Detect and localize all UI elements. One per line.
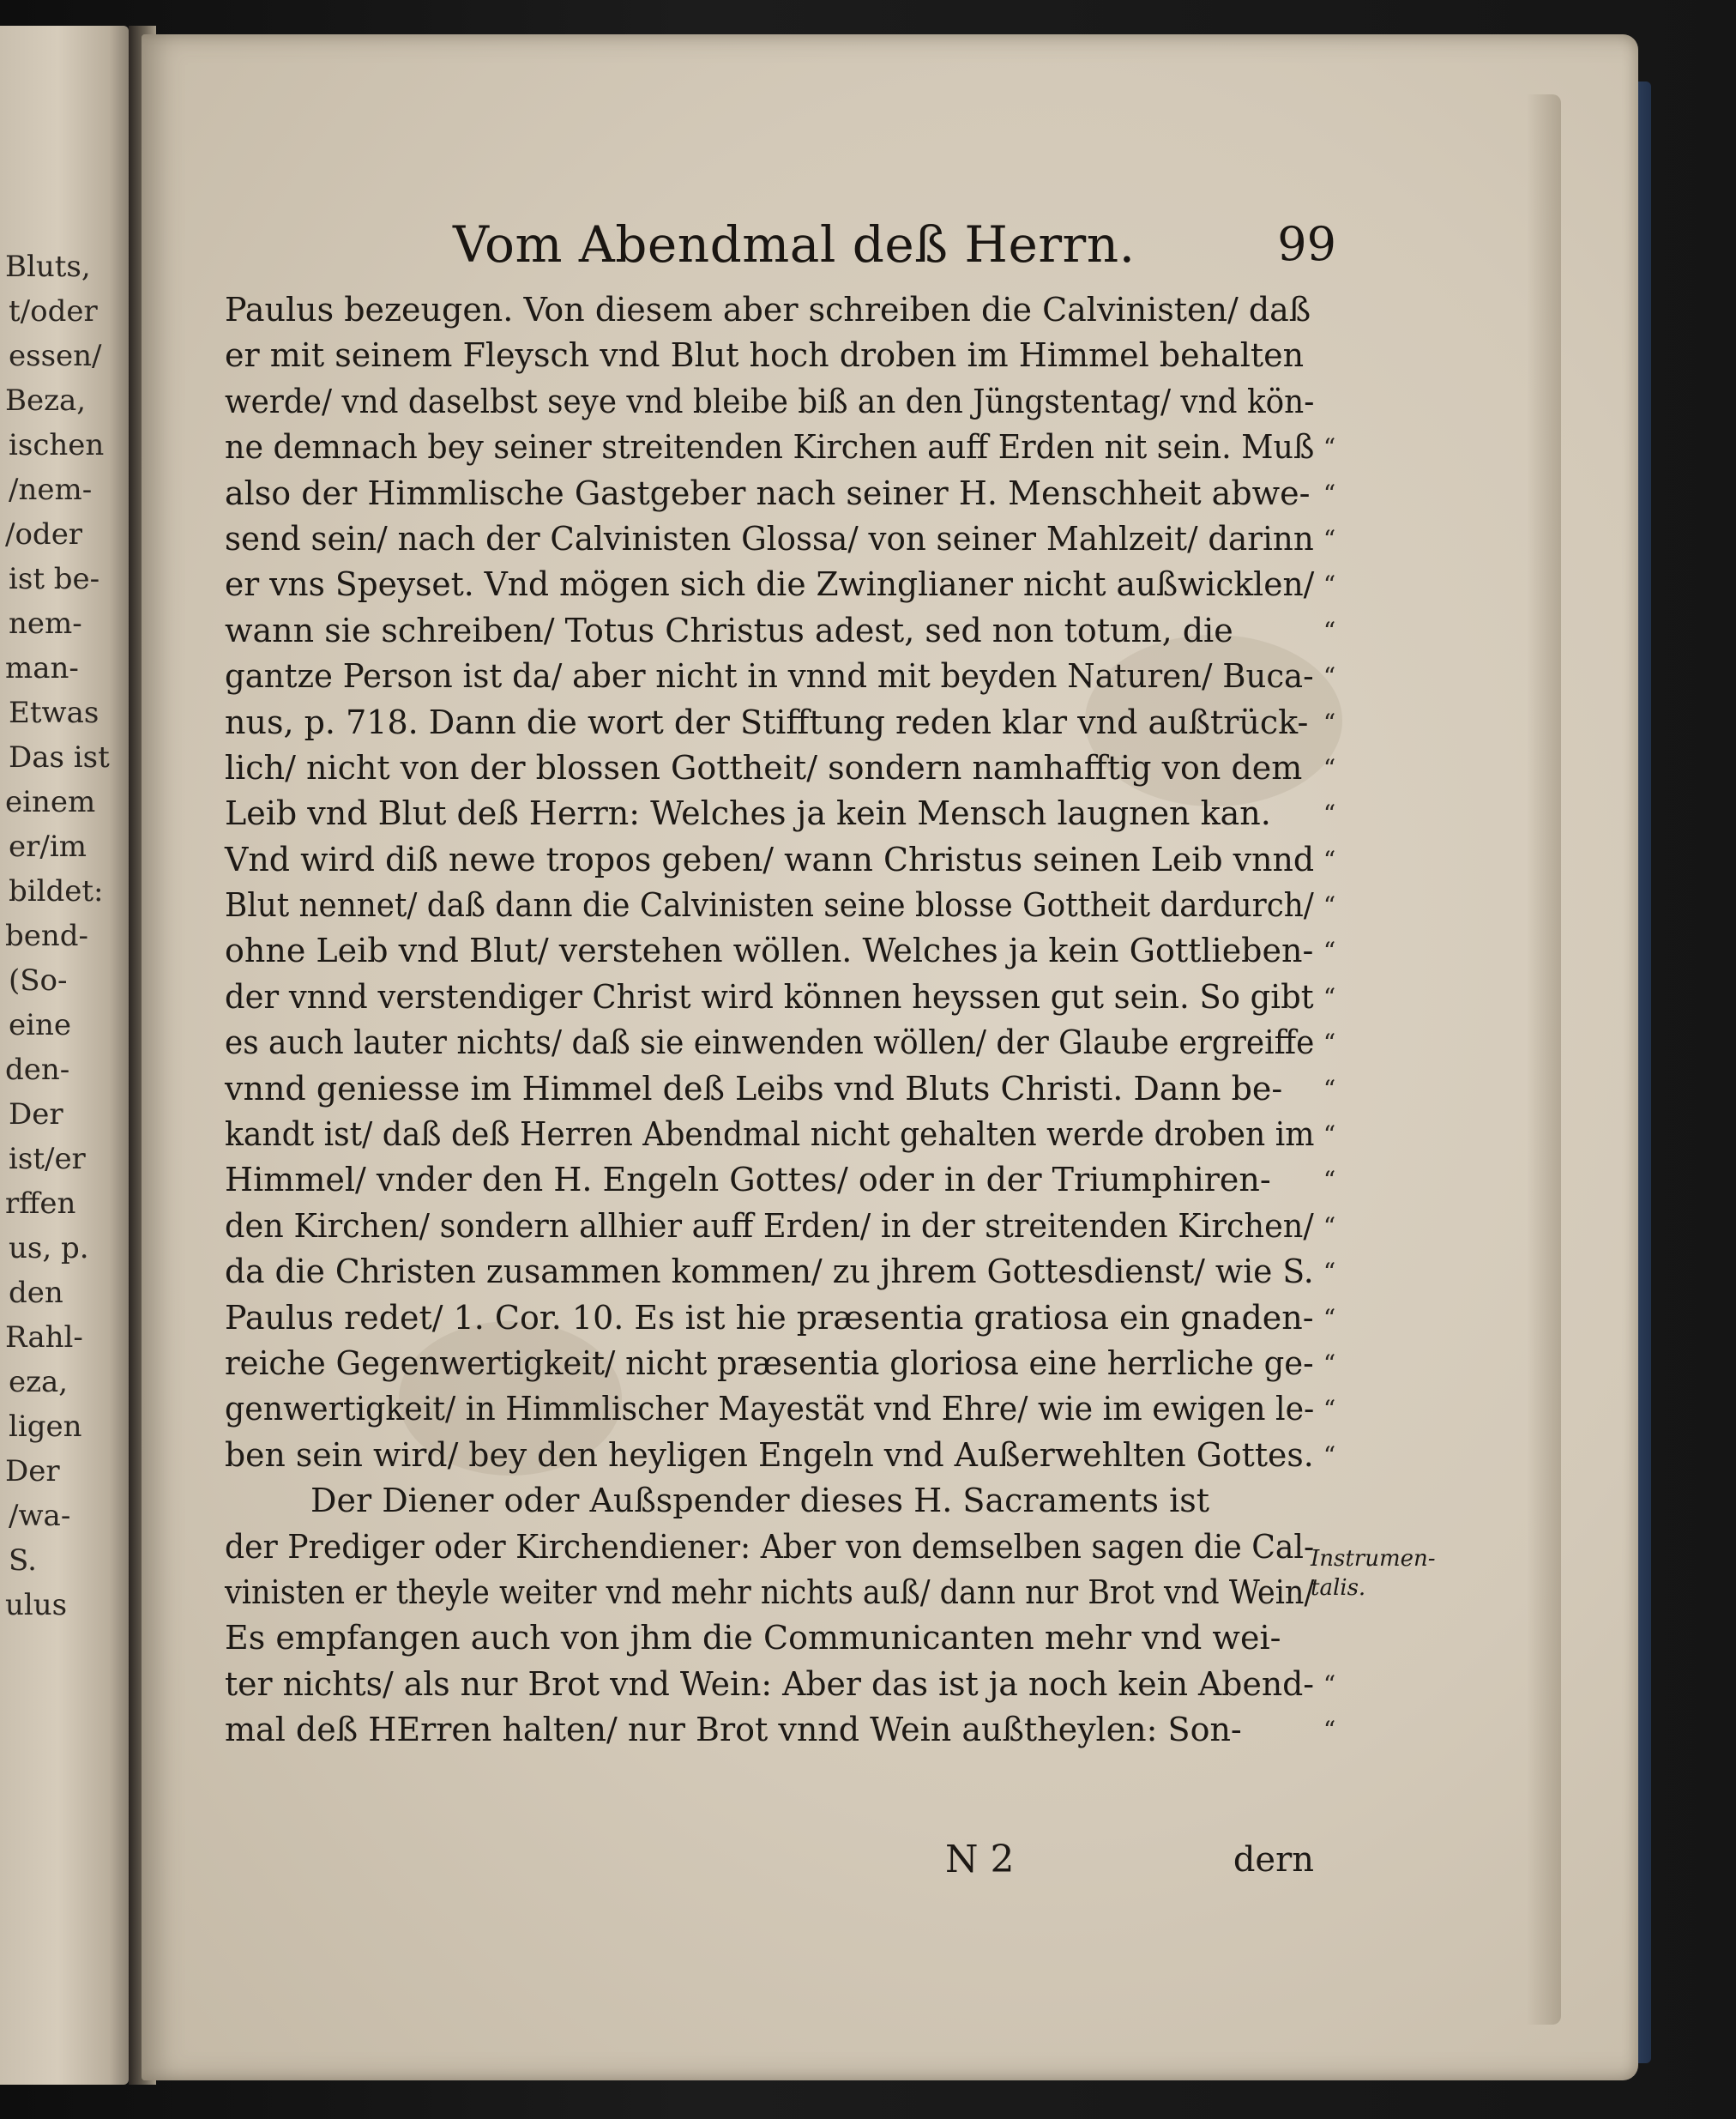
text-line: Himmel/ vnder den H. Engeln Gottes/ oder in der Triumphiren- xyxy=(225,1161,1271,1199)
quote-mark: “ xyxy=(1323,1074,1336,1103)
left-page-fragment: einem xyxy=(5,785,96,819)
text-line: er mit seinem Fleysch vnd Blut hoch droben im Himmel behalten xyxy=(225,336,1305,375)
left-page-fragment: bend- xyxy=(5,919,89,953)
left-page-fragment: ist/er xyxy=(9,1142,86,1176)
quote-mark: “ xyxy=(1323,479,1336,508)
text-line: Leib vnd Blut deß Herrn: Welches ja kein Mensch laugnen kan. xyxy=(225,794,1271,833)
text-line: der vnnd verstendiger Christ wird können heyssen gut sein. So gibt xyxy=(225,977,1314,1016)
text-line: den Kirchen/ sondern allhier auff Erden/ in der streitenden Kirchen/ xyxy=(225,1206,1314,1245)
left-page-fragment: den- xyxy=(5,1053,70,1087)
left-page-fragment: Das ist xyxy=(9,740,110,775)
left-page-fragment: essen/ xyxy=(9,339,102,373)
left-page-fragment: er/im xyxy=(9,830,87,864)
left-page-fragment: bildet: xyxy=(9,874,104,909)
text-line: lich/ nicht von der blossen Gottheit/ sondern namhafftig von dem xyxy=(225,748,1303,787)
quote-mark: “ xyxy=(1323,433,1336,462)
quote-mark xyxy=(1312,1478,1347,1524)
quote-mark: “ xyxy=(1323,1349,1336,1378)
left-page-fragment: ligen xyxy=(9,1410,82,1444)
page-number: 99 xyxy=(1277,217,1336,271)
quote-mark xyxy=(1312,287,1347,333)
left-page-fragment: ulus xyxy=(5,1588,68,1622)
quote-mark: “ xyxy=(1323,1303,1336,1332)
page-edge-shade xyxy=(1527,94,1561,2025)
text-line: vnnd geniesse im Himmel deß Leibs vnd Bluts Christi. Dann be- xyxy=(225,1069,1283,1108)
text-line: kandt ist/ daß deß Herren Abendmal nicht gehalten werde droben im xyxy=(225,1115,1315,1154)
quote-mark: “ xyxy=(1323,1716,1336,1745)
text-line: ohne Leib vnd Blut/ verstehen wöllen. Welches ja kein Gottlieben- xyxy=(225,932,1314,970)
text-line: genwertigkeit/ in Himmlischer Mayestät vnd Ehre/ wie im ewigen le- xyxy=(225,1390,1315,1428)
text-line: send sein/ nach der Calvinisten Glossa/ von seiner Mahlzeit/ darinn xyxy=(225,519,1314,558)
text-line: Paulus redet/ 1. Cor. 10. Es ist hie præsentia gratiosa ein gnaden- xyxy=(225,1298,1314,1337)
text-line: nus, p. 718. Dann die wort der Stifftung reden klar vnd außtrück- xyxy=(225,703,1309,741)
quote-mark xyxy=(1312,379,1347,425)
text-line: ne demnach bey seiner streitenden Kirchen auff Erden nit sein. Muß xyxy=(225,428,1315,467)
left-page-fragment: ischen xyxy=(9,428,105,462)
quote-mark: “ xyxy=(1323,1211,1336,1241)
quote-mark: “ xyxy=(1323,524,1336,553)
quote-mark: “ xyxy=(1323,982,1336,1011)
quote-mark: “ xyxy=(1323,891,1336,921)
left-page-fragment: Der xyxy=(5,1454,60,1488)
quote-mark: “ xyxy=(1323,1669,1336,1699)
text-line: ben sein wird/ bey den heyligen Engeln vnd Außerwehlten Gottes. xyxy=(225,1435,1314,1474)
quote-mark: “ xyxy=(1323,1258,1336,1287)
text-line: es auch lauter nichts/ daß sie einwenden wöllen/ der Glaube ergreiffe xyxy=(225,1023,1315,1062)
quote-mark: “ xyxy=(1323,845,1336,874)
quote-mark xyxy=(1312,1615,1347,1661)
text-line: vinisten er theyle weiter vnd mehr nichts auß/ dann nur Brot vnd Wein/ xyxy=(225,1573,1315,1611)
body-text xyxy=(225,287,1314,1754)
page-footer xyxy=(225,1834,1314,1886)
left-page-fragment: nem- xyxy=(9,607,82,641)
left-page-fragment: t/oder xyxy=(9,294,98,329)
text-line: Blut nennet/ daß dann die Calvinisten seine blosse Gottheit dardurch/ xyxy=(225,886,1314,925)
quote-mark: “ xyxy=(1323,800,1336,829)
signature-mark: N 2 xyxy=(945,1838,1015,1881)
quote-mark: “ xyxy=(1323,570,1336,600)
quote-mark: “ xyxy=(1323,1029,1336,1058)
quote-mark xyxy=(1312,333,1347,378)
catchword: dern xyxy=(1233,1840,1314,1880)
quote-mark: “ xyxy=(1323,708,1336,737)
text-line: Es empfangen auch von jhm die Communicanten mehr vnd wei- xyxy=(225,1619,1281,1657)
quote-mark: “ xyxy=(1323,616,1336,645)
text-line: der Prediger oder Kirchendiener: Aber von demselben sagen die Cal- xyxy=(225,1527,1315,1566)
text-line: da die Christen zusammen kommen/ zu jhrem Gottesdienst/ wie S. xyxy=(225,1253,1314,1291)
text-line: gantze Person ist da/ aber nicht in vnnd mit beyden Naturen/ Buca- xyxy=(225,657,1314,696)
text-line: also der Himmlische Gastgeber nach seiner H. Menschheit abwe- xyxy=(225,474,1311,512)
text-line: Paulus bezeugen. Von diesem aber schreiben die Calvinisten/ daß xyxy=(225,291,1311,329)
left-page-fragment: rffen xyxy=(5,1186,76,1221)
left-page-fragment: den xyxy=(9,1276,63,1310)
left-page-fragment: Etwas xyxy=(9,696,99,730)
quote-mark: “ xyxy=(1323,1440,1336,1470)
text-line: Vnd wird diß newe tropos geben/ wann Christus seinen Leib vnnd xyxy=(225,840,1315,878)
text-line: wann sie schreiben/ Totus Christus adest, sed non totum, die xyxy=(225,611,1233,649)
marginal-quote-marks xyxy=(1312,287,1347,1754)
left-page-fragment: /oder xyxy=(5,517,83,552)
quote-mark: “ xyxy=(1323,937,1336,966)
left-page-fragment: Beza, xyxy=(5,383,87,418)
left-page-edge xyxy=(0,26,129,2085)
left-page-fragment: us, p. xyxy=(9,1231,89,1265)
text-line: Der Diener oder Außspender dieses H. Sacraments ist xyxy=(310,1482,1209,1520)
left-page-fragment: /nem- xyxy=(9,473,93,507)
left-page-fragment: (So- xyxy=(9,963,68,998)
marginal-note: Instrumen- talis. xyxy=(1311,1546,1436,1601)
quote-mark: “ xyxy=(1323,662,1336,691)
quote-mark: “ xyxy=(1323,753,1336,782)
left-page-fragment: man- xyxy=(5,651,79,685)
text-line: er vns Speyset. Vnd mögen sich die Zwinglianer nicht außwicklen/ xyxy=(225,565,1315,604)
text-line: ter nichts/ als nur Brot vnd Wein: Aber das ist ja noch kein Abend- xyxy=(225,1664,1315,1703)
left-page-fragment: Bluts, xyxy=(5,250,91,284)
left-page-fragment: /wa- xyxy=(9,1499,71,1533)
text-line: werde/ vnd daselbst seye vnd bleibe biß an den Jüngstentag/ vnd kön- xyxy=(225,382,1315,420)
quote-mark: “ xyxy=(1323,1120,1336,1150)
left-page-fragment: S. xyxy=(9,1543,37,1578)
text-line: reiche Gegenwertigkeit/ nicht præsentia gloriosa eine herrliche ge- xyxy=(225,1343,1314,1382)
left-page-fragment: eine xyxy=(9,1008,72,1042)
left-page-fragment: ist be- xyxy=(9,562,100,596)
running-head: Vom Abendmal deß Herrn. xyxy=(453,215,1136,274)
left-page-fragment: Der xyxy=(9,1097,63,1132)
quote-mark: “ xyxy=(1323,1166,1336,1195)
text-line: mal deß HErren halten/ nur Brot vnnd Wein außtheylen: Son- xyxy=(225,1711,1242,1749)
page-header xyxy=(453,214,1336,283)
left-page-fragment: Rahl- xyxy=(5,1320,83,1355)
quote-mark: “ xyxy=(1323,1395,1336,1424)
left-page-fragment: eza, xyxy=(9,1365,69,1399)
